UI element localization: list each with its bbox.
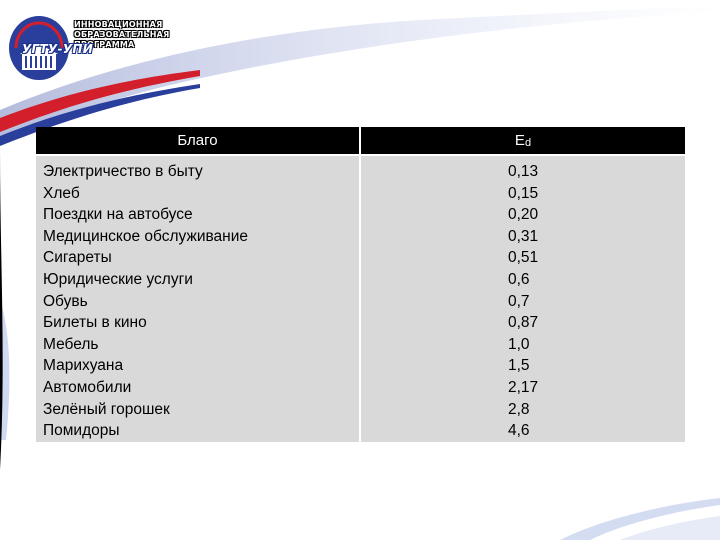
elasticity-table [36, 127, 685, 442]
table-cell-ed: 0,87 [508, 314, 539, 332]
table-cell-good: Зелёный горошек [43, 400, 170, 418]
table-cell-good: Поездки на автобусе [43, 206, 193, 224]
table-cell-good: Автомобили [43, 378, 132, 396]
table-cell-good: Марихуана [43, 357, 124, 375]
goods-column [36, 156, 359, 442]
table-cell-ed: 0,13 [508, 163, 539, 180]
logo-badge: УГТУ-УПИ [22, 42, 94, 56]
header-ed-sub: d [524, 136, 532, 149]
table-cell-ed: 4,6 [508, 422, 530, 440]
table-cell-ed: 0,15 [508, 184, 539, 202]
table-cell-good: Электричество в быту [43, 163, 203, 180]
table-cell-ed: 0,7 [508, 292, 530, 310]
table-cell-good: Билеты в кино [43, 314, 147, 332]
table-cell-ed: 0,31 [508, 227, 539, 245]
table-cell-good: Юридические услуги [43, 270, 193, 288]
table-cell-good: Обувь [43, 292, 88, 310]
table-cell-ed: 0,20 [508, 206, 539, 224]
table-header [36, 127, 685, 154]
table-cell-good: Сигареты [43, 249, 112, 267]
logo [8, 10, 178, 90]
logo-title-line: ИННОВАЦИОННАЯ [74, 20, 163, 29]
table-cell-ed: 2,17 [508, 378, 539, 396]
logo-title-line: ОБРАЗОВАТЕЛЬНАЯ [74, 30, 170, 39]
table-cell-ed: 1,0 [508, 335, 530, 353]
table-body [36, 156, 685, 442]
header-good: Благо [36, 127, 359, 154]
table-cell-good: Медицинское обслуживание [43, 227, 249, 245]
table-cell-good: Мебель [43, 335, 99, 353]
table-cell-ed: 1,5 [508, 357, 530, 375]
table-cell-good: Хлеб [43, 184, 80, 202]
ed-column [361, 156, 685, 442]
header-ed-main: E [514, 132, 525, 149]
header-ed [361, 127, 685, 154]
logo-title-line: ПРОГРАММА [74, 40, 135, 49]
table-cell-ed: 0,6 [508, 270, 530, 288]
table-cell-ed: 0,51 [508, 249, 539, 267]
table-cell-good: Помидоры [43, 422, 120, 440]
table-cell-ed: 2,8 [508, 400, 530, 418]
